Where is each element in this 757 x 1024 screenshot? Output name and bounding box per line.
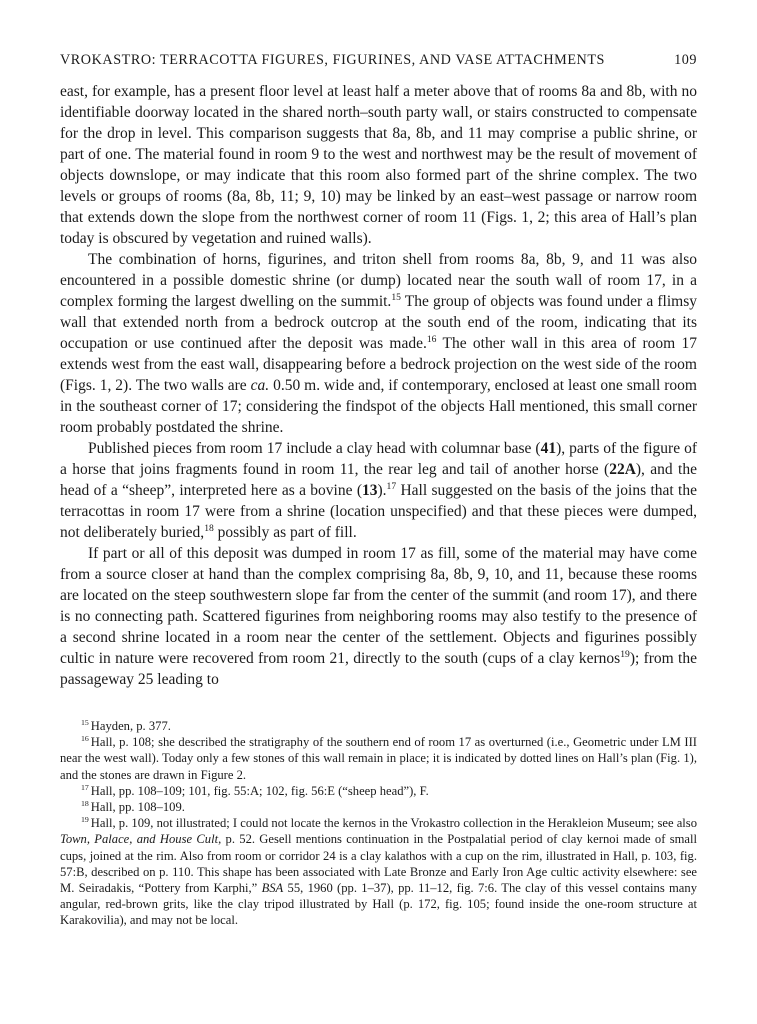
footnote-17 xyxy=(60,783,697,799)
paragraph-3-text-d: ). xyxy=(377,482,387,499)
footnote-ref-17[interactable]: 17 xyxy=(386,480,397,492)
footnote-ref-18[interactable]: 18 xyxy=(204,522,214,534)
footnote-number: 19 xyxy=(81,815,89,825)
paragraph-1 xyxy=(60,81,697,249)
footnote-text: Hall, p. 108; she described the stratigraphy of the southern end of room 17 as overturned (i.e., Geometric under LM III near the west wall). Today only a few stones of this wall remain in place; it is indicated by dotted lines on Hall’s plan (Fig. 1), and the stones are drawn in Figure 2. xyxy=(60,735,697,782)
catalog-ref-41: 41 xyxy=(540,440,557,457)
paragraph-3 xyxy=(60,438,697,543)
footnote-16 xyxy=(60,734,697,783)
footnote-number: 16 xyxy=(81,734,89,744)
footnote-text: Hall, pp. 108–109; 101, fig. 55:A; 102, fig. 56:E (“sheep head”), F. xyxy=(90,783,429,798)
paragraph-2-text-b: The group of objects was found under a flimsy wall that extended north from a bedrock outcrop at the south end of the room, indicating that its occupation or use continued after the deposit was made. xyxy=(60,293,697,352)
footnote-15 xyxy=(60,718,697,734)
footnotes xyxy=(60,718,697,929)
footnote-18 xyxy=(60,799,697,815)
footnote-number: 18 xyxy=(81,798,89,808)
page-number: 109 xyxy=(674,52,697,68)
paragraph-2-text-c: The other wall in this area of room 17 extends west from the east wall, disappearing before a bedrock projection on the west side of the room (Figs. 1, 2). The two walls are xyxy=(60,335,698,394)
footnote-text-b: , p. 52. Gesell mentions continuation in the Postpalatial period of clay kernoi made of small cups, joined at the rim. Also from room or corridor 24 is a clay kalathos with a cup on the rim, illustrated in Hall, p. 103, fig. 57:B, described on p. 110. This shape has been associated with Late Bronze and Early Iron Age cultic activity elsewhere: see M. Seiradakis, “Pottery from Karphi,” xyxy=(60,832,698,896)
abbrev-circa: ca. xyxy=(250,377,270,394)
paragraph-2 xyxy=(60,249,697,438)
footnote-19 xyxy=(60,815,697,928)
paragraph-3-text-f: possibly as part of fill. xyxy=(213,524,357,541)
footnote-text-a: Hall, p. 109, not illustrated; I could not locate the kernos in the Vrokastro collection in the Herakleion Museum; see also xyxy=(90,816,697,831)
footnote-text-c: 55, 1960 (pp. 1–37), pp. 11–12, fig. 7:6. The clay of this vessel contains many angular, red-brown grits, like the clay tripod illustrated by Hall (p. 172, fig. 105; found inside the one-room structure at Karakovilia), and may not be local. xyxy=(60,881,697,928)
footnote-text: Hall, pp. 108–109. xyxy=(90,800,185,815)
body-text xyxy=(60,81,697,690)
footnote-number: 15 xyxy=(81,717,89,727)
paragraph-3-text-a: Published pieces from room 17 include a clay head with columnar base ( xyxy=(88,440,541,457)
footnote-ref-19[interactable]: 19 xyxy=(620,648,630,660)
footnote-number: 17 xyxy=(81,782,89,792)
paragraph-2-text-a: The combination of horns, figurines, and triton shell from rooms 8a, 8b, 9, and 11 was also encountered in a possible domestic shrine (or dump) located near the south wall of room 17, in a complex forming the largest dwelling on the summit. xyxy=(60,251,697,310)
paragraph-4 xyxy=(60,543,697,690)
paragraph-4-text-b: ); from the passageway 25 leading to xyxy=(60,650,697,688)
paragraph-3-text-e: Hall suggested on the basis of the joins that the terracottas in room 17 were from a shrine (location unspecified) and that these pieces were dumped, not deliberately buried, xyxy=(60,482,697,541)
footnote-text: Hayden, p. 377. xyxy=(90,719,171,733)
journal-title: BSA xyxy=(261,881,284,896)
footnote-ref-15[interactable]: 15 xyxy=(391,291,401,303)
paragraph-4-text-a: If part or all of this deposit was dumped in room 17 as fill, some of the material may have come from a source closer at hand than the complex comprising 8a, 8b, 9, 10, and 11, because these rooms are located on the steep southwestern slope far from the center of the summit (and room 17), and there is no connecting path. Scattered figurines from neighboring rooms may also testify to the presence of a second shrine located in a room near the center of the settlement. Objects and figurines possibly cultic in nature were recovered from room 21, directly to the south (cups of a clay kernos xyxy=(60,545,697,667)
running-title: VROKASTRO: TERRACOTTA FIGURES, FIGURINES, AND VASE ATTACHMENTS xyxy=(60,52,606,68)
footnote-ref-16[interactable]: 16 xyxy=(426,333,437,345)
paragraph-2-text-d: 0.50 m. wide and, if contemporary, enclosed at least one small room in the southeast corner of 17; considering the findspot of the objects Hall mentioned, this small corner room probably postdated the shrine. xyxy=(60,377,697,436)
book-title: Town, Palace, and House Cult xyxy=(60,832,219,847)
paragraph-3-text-b: ), parts of the figure of a horse that joins fragments found in room 11, the rear leg and tail of another horse ( xyxy=(60,440,698,478)
running-head xyxy=(60,52,697,69)
paragraph-1-text: east, for example, has a present floor level at least half a meter above that of rooms 8a and 8b, with no identifiable doorway located in the shared north–south party wall, or stairs constructed to compensate for the drop in level. This comparison suggests that 8a, 8b, and 11 may comprise a public shrine, or part of one. The material found in room 9 to the west and northwest may be the result of movement of objects downslope, or may indicate that this room also formed part of the shrine complex. The two levels or groups of rooms (8a, 8b, 11; 9, 10) may be linked by an east–west passage or narrow room that extends down the slope from the northwest corner of room 11 (Figs. 1, 2; this area of Hall’s plan today is obscured by vegetation and ruined walls). xyxy=(60,83,697,247)
catalog-ref-22a: 22A xyxy=(609,461,636,478)
paragraph-3-text-c: ), and the head of a “sheep”, interpreted here as a bovine ( xyxy=(60,461,697,499)
catalog-ref-13: 13 xyxy=(362,482,378,499)
